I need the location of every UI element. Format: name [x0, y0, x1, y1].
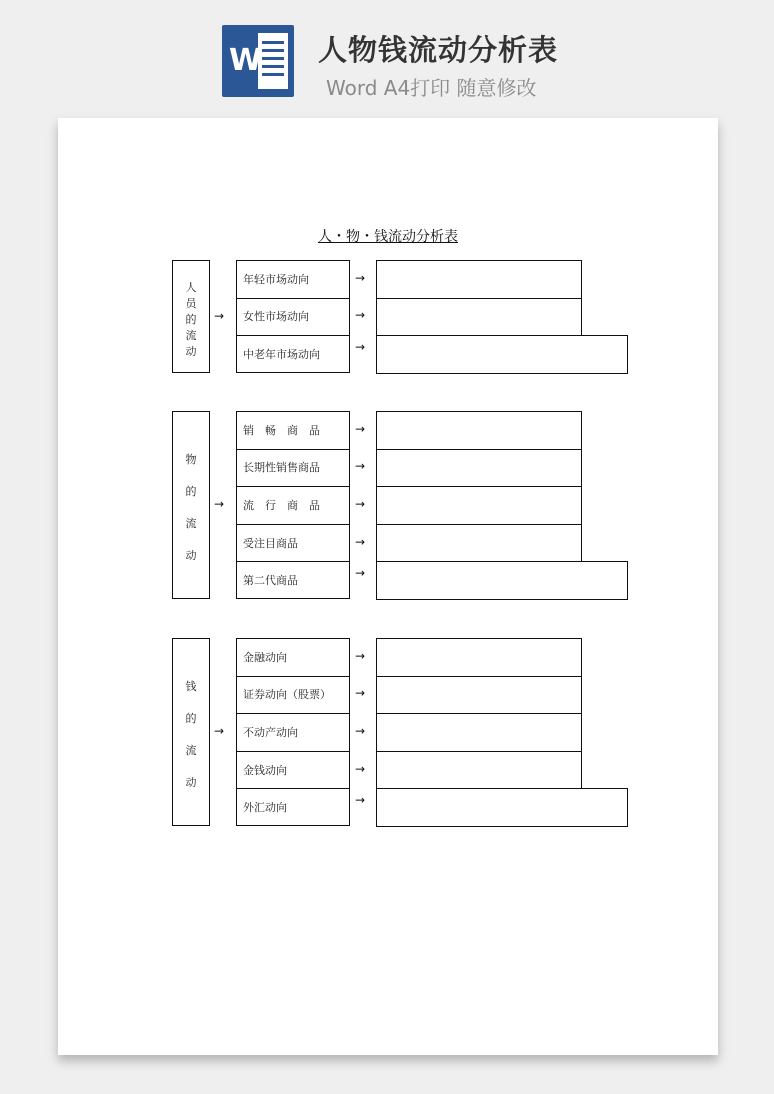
flow-item-label: 销 畅 商 品: [243, 423, 320, 437]
flow-arrow: →: [355, 459, 366, 474]
item-divider: [236, 713, 350, 714]
flow-arrow: →: [355, 497, 366, 511]
flow-arrow: →: [214, 724, 225, 738]
section-label-box: [172, 638, 210, 826]
result-cell[interactable]: [376, 411, 582, 450]
flow-arrow: →: [355, 270, 366, 285]
word-icon: [222, 25, 294, 97]
page-subtitle: Word A4打印 随意修改: [326, 76, 537, 100]
flow-item-label: 年轻市场动向: [243, 272, 309, 286]
item-divider: [236, 524, 350, 525]
flow-item-label: 不动产动向: [243, 726, 298, 739]
section-label-box: [172, 411, 210, 599]
flow-arrow: →: [355, 793, 366, 808]
section-label-box: [172, 260, 210, 373]
result-cell[interactable]: [376, 751, 582, 790]
section-label-char: 的: [185, 485, 197, 498]
section-label-char: 物: [185, 453, 197, 466]
flow-arrow: →: [355, 340, 366, 354]
section-label-char: 人: [185, 280, 197, 294]
item-divider: [236, 298, 350, 299]
flow-item-label: 金融动向: [243, 650, 287, 664]
flow-item-label: 外汇动向: [243, 801, 287, 815]
word-icon-letter: W: [229, 43, 263, 78]
result-cell[interactable]: [376, 486, 582, 525]
section-label-char: 流: [185, 744, 197, 757]
flow-item-label: 中老年市场动向: [243, 348, 320, 361]
item-divider: [236, 676, 350, 677]
flow-arrow: →: [355, 761, 366, 776]
section-label-char: 的: [185, 712, 197, 725]
result-cell[interactable]: [376, 524, 582, 563]
result-cell[interactable]: [376, 676, 582, 715]
result-cell[interactable]: [376, 298, 582, 337]
flow-item-label: 受注目商品: [243, 536, 298, 550]
flow-arrow: →: [355, 308, 366, 323]
result-cell[interactable]: [376, 335, 628, 374]
section-label-char: 动: [185, 549, 197, 562]
flow-item-label: 流 行 商 品: [243, 499, 320, 512]
result-cell[interactable]: [376, 260, 582, 299]
flow-arrow: →: [355, 724, 366, 738]
flow-item-label: 长期性销售商品: [243, 461, 320, 475]
section-label-char: 流: [185, 328, 197, 342]
item-divider: [236, 788, 350, 789]
section-label-char: 动: [185, 344, 197, 358]
flow-arrow: →: [355, 566, 366, 581]
section-label-char: 流: [185, 517, 197, 530]
page-header: [0, 0, 774, 110]
result-cell[interactable]: [376, 449, 582, 488]
flow-item-label: 金钱动向: [243, 763, 287, 777]
flow-arrow: →: [355, 686, 366, 701]
item-divider: [236, 335, 350, 336]
result-cell[interactable]: [376, 638, 582, 677]
result-cell[interactable]: [376, 713, 582, 752]
flow-arrow: →: [214, 497, 225, 511]
document-page: [58, 118, 718, 1055]
document-title: 人・物・钱流动分析表: [318, 229, 458, 245]
page-title: 人物钱流动分析表: [318, 33, 559, 67]
item-divider: [236, 486, 350, 487]
flow-item-label: 女性市场动向: [243, 310, 309, 324]
section-label-char: 的: [185, 312, 197, 326]
flow-arrow: →: [355, 534, 366, 549]
section-label-char: 动: [185, 776, 197, 789]
flow-arrow: →: [214, 308, 225, 323]
flow-item-label: 第二代商品: [243, 574, 298, 588]
flow-item-label: 证券动向（股票）: [243, 688, 331, 702]
item-divider: [236, 561, 350, 562]
section-label-char: 员: [185, 296, 197, 310]
result-cell[interactable]: [376, 561, 628, 600]
item-divider: [236, 449, 350, 450]
item-divider: [236, 751, 350, 752]
result-cell[interactable]: [376, 788, 628, 827]
section-label-char: 钱: [185, 680, 197, 693]
flow-arrow: →: [355, 421, 366, 436]
flow-arrow: →: [355, 648, 366, 663]
